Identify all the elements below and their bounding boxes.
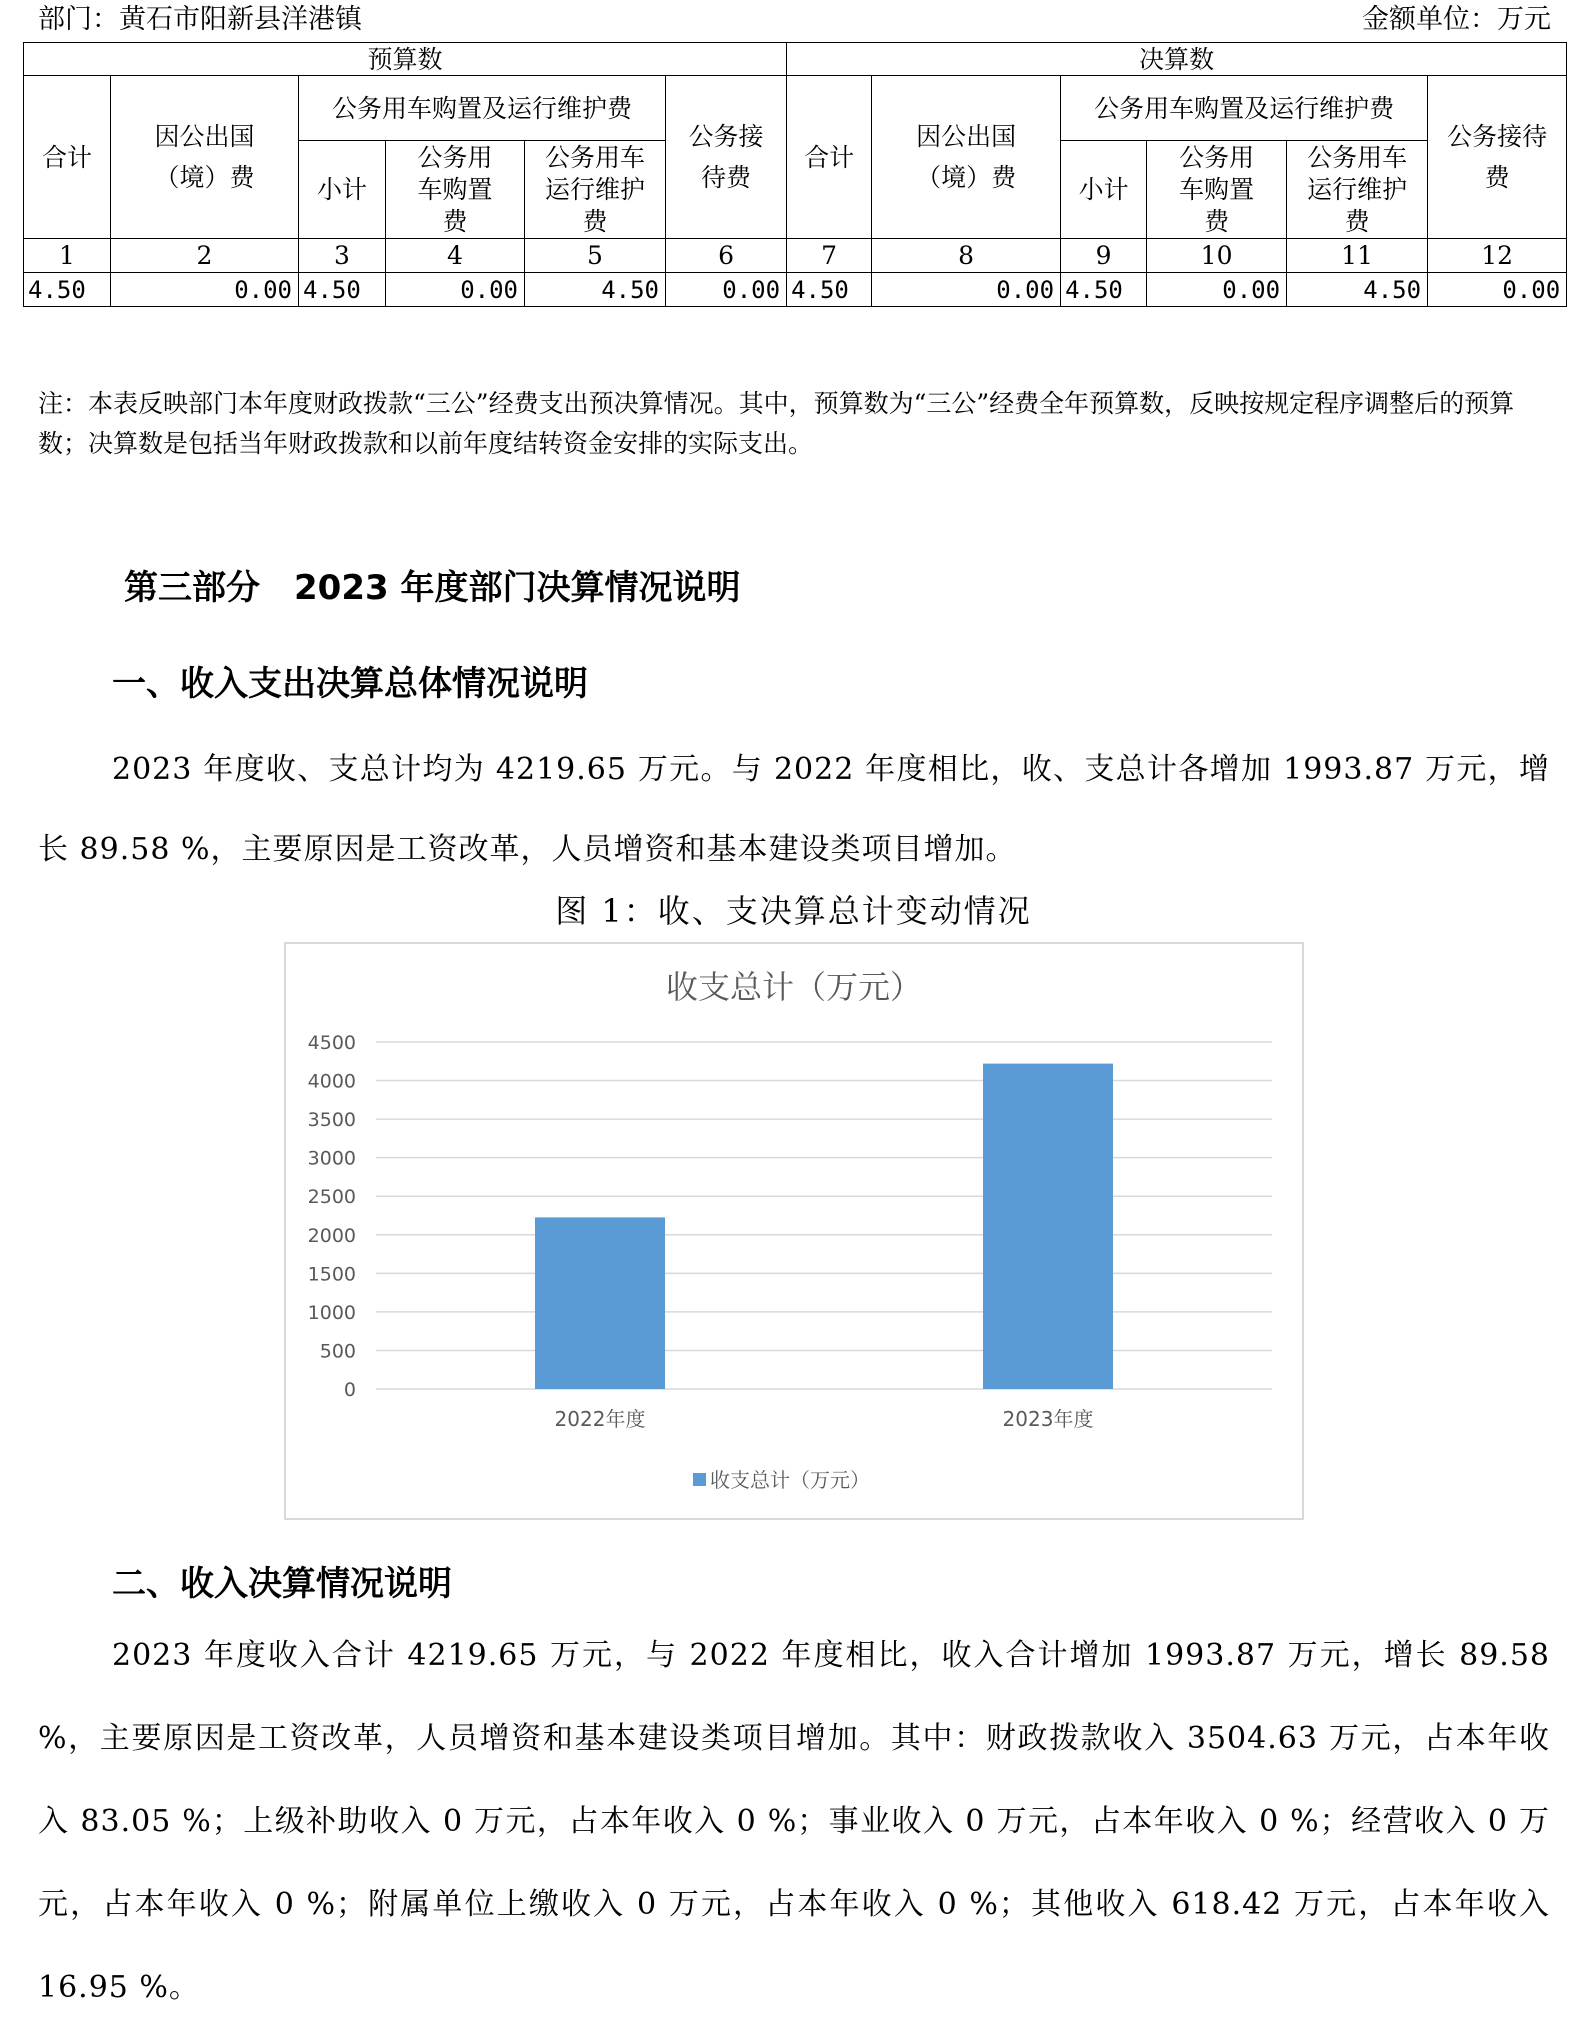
y-tick-label: 1000 xyxy=(307,1301,356,1324)
budget-reception-header: 公务接待费 xyxy=(666,76,787,239)
budget-car-purchase-header: 公务用车购置费 xyxy=(386,141,525,239)
legend-swatch xyxy=(693,1473,706,1486)
y-tick-label: 500 xyxy=(319,1340,356,1363)
value-cell: 0.00 xyxy=(111,273,299,307)
bar-chart xyxy=(284,942,1304,1520)
y-tick-label: 1500 xyxy=(307,1263,356,1286)
value-cell: 4.50 xyxy=(299,273,386,307)
department-label: 部门：黄石市阳新县洋港镇 xyxy=(38,4,362,35)
budget-abroad-header: 因公出国（境）费 xyxy=(111,76,299,239)
legend-label: 收支总计（万元） xyxy=(710,1468,870,1492)
section1-paragraph: 2023 年度收、支总计均为 4219.65 万元。与 2022 年度相比，收、支总计各增加 1993.87 万元，增长 89.58 %，主要原因是工资改革，人员增资和基本建设类项目增加。 xyxy=(38,752,1550,867)
legend xyxy=(693,1468,870,1492)
index-cell: 9 xyxy=(1061,239,1147,273)
section2-heading: 二、收入决算情况说明 xyxy=(112,1564,452,1604)
table-note: 注：本表反映部门本年度财政拨款“三公”经费支出预决算情况。其中，预算数为“三公”经费全年预算数，反映按规定程序调整后的预算数；决算数是包括当年财政拨款和以前年度结转资金安排的实际支出。 xyxy=(38,389,1515,458)
index-cell: 1 xyxy=(24,239,111,273)
final-group-header: 决算数 xyxy=(787,43,1567,76)
bar-2023年度 xyxy=(983,1064,1113,1389)
final-car-group-header: 公务用车购置及运行维护费 xyxy=(1061,76,1428,141)
value-cell: 0.00 xyxy=(872,273,1061,307)
chart-title: 收支总计（万元） xyxy=(665,968,923,1006)
final-total-header: 合计 xyxy=(787,76,872,239)
value-cell: 0.00 xyxy=(1428,273,1567,307)
index-cell: 5 xyxy=(525,239,666,273)
y-tick-label: 0 xyxy=(343,1379,356,1401)
y-tick-label: 4500 xyxy=(307,1032,356,1054)
x-axis-labels xyxy=(555,1407,1094,1431)
y-tick-label: 2000 xyxy=(307,1224,356,1247)
index-cell: 6 xyxy=(666,239,787,273)
final-reception-header: 公务接待费 xyxy=(1428,76,1567,239)
index-cell: 7 xyxy=(787,239,872,273)
index-cell: 3 xyxy=(299,239,386,273)
table-group-header-row xyxy=(24,43,1567,76)
index-cell: 4 xyxy=(386,239,525,273)
gridlines xyxy=(376,1042,1272,1389)
value-cell: 0.00 xyxy=(386,273,525,307)
budget-car-group-header: 公务用车购置及运行维护费 xyxy=(299,76,666,141)
table-value-row xyxy=(24,273,1567,307)
index-cell: 10 xyxy=(1147,239,1287,273)
three-public-expenses-table xyxy=(23,42,1567,307)
section2-paragraph: 2023 年度收入合计 4219.65 万元，与 2022 年度相比，收入合计增加 1993.87 万元，增长 89.58 %，主要原因是工资改革，人员增资和基本建设类项目增加。其中：财政拨款收入 3504.63 万元，占本年收入 83.05 %；上级补助收入 0 万元，占本年收入 0 %；事业收入 0 万元，占本年收入 0 %；经营收入 0 万元，占本年收入 0 %；附属单位上缴收入 0 万元，占本年收入 0 %；其他收入 618.42 万元，占本年收入 16.95 %。 xyxy=(38,1638,1550,2005)
y-tick-label: 2500 xyxy=(307,1186,356,1209)
y-tick-label: 3500 xyxy=(307,1109,356,1132)
unit-label: 金额单位：万元 xyxy=(1362,4,1551,35)
table-index-row xyxy=(24,239,1567,273)
bars xyxy=(535,1064,1113,1389)
value-cell: 4.50 xyxy=(1061,273,1147,307)
value-cell: 4.50 xyxy=(525,273,666,307)
budget-group-header: 预算数 xyxy=(24,43,787,76)
index-cell: 2 xyxy=(111,239,299,273)
value-cell: 0.00 xyxy=(1147,273,1287,307)
x-category-label: 2023年度 xyxy=(1002,1407,1094,1431)
final-subtotal-header: 小计 xyxy=(1061,141,1147,239)
budget-subtotal-header: 小计 xyxy=(299,141,386,239)
bar-2022年度 xyxy=(535,1217,665,1389)
table-header-row-1 xyxy=(24,76,1567,141)
budget-car-maintain-header: 公务用车运行维护费 xyxy=(525,141,666,239)
y-axis-ticks xyxy=(308,1032,356,1401)
value-cell: 4.50 xyxy=(1287,273,1428,307)
final-car-maintain-header: 公务用车运行维护费 xyxy=(1287,141,1428,239)
bar-chart-svg xyxy=(286,944,1302,1518)
part-title: 第三部分 2023 年度部门决算情况说明 xyxy=(124,568,741,608)
value-cell: 4.50 xyxy=(24,273,111,307)
figure-caption: 图 1：收、支决算总计变动情况 xyxy=(555,892,1032,930)
x-category-label: 2022年度 xyxy=(554,1407,646,1431)
budget-total-header: 合计 xyxy=(24,76,111,239)
final-abroad-header: 因公出国（境）费 xyxy=(872,76,1061,239)
index-cell: 8 xyxy=(872,239,1061,273)
section1-heading: 一、收入支出决算总体情况说明 xyxy=(112,664,588,704)
value-cell: 4.50 xyxy=(787,273,872,307)
index-cell: 12 xyxy=(1428,239,1567,273)
y-tick-label: 4000 xyxy=(307,1070,356,1093)
value-cell: 0.00 xyxy=(666,273,787,307)
final-car-purchase-header: 公务用车购置费 xyxy=(1147,141,1287,239)
index-cell: 11 xyxy=(1287,239,1428,273)
y-tick-label: 3000 xyxy=(307,1147,356,1170)
